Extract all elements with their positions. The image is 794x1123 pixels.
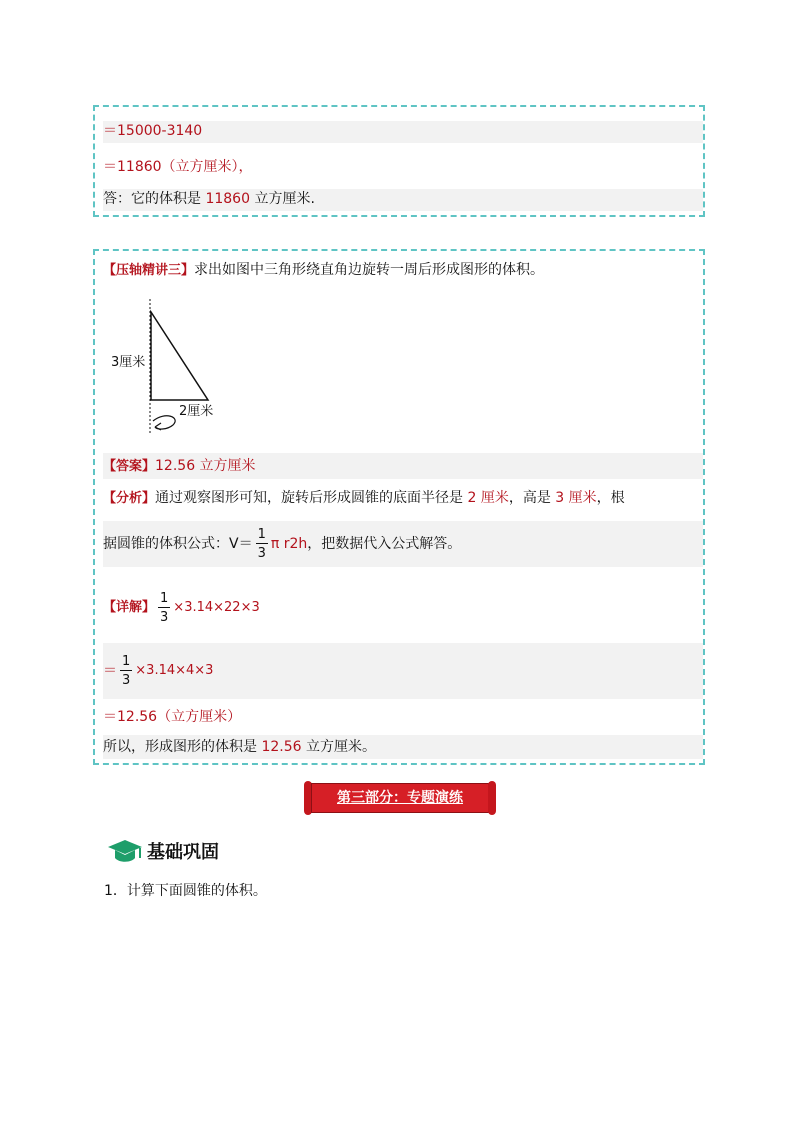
analysis-line-2 (103, 521, 703, 567)
conclusion-line (103, 735, 703, 759)
detail-line-1 (103, 585, 703, 631)
fraction-numerator: 1 (160, 591, 169, 606)
solution-box-1 (93, 105, 705, 217)
detail-equals: ＝ (103, 663, 117, 679)
height-label: 3厘米 (111, 355, 146, 370)
answer-value: 12.56 立方厘米 (155, 458, 256, 474)
solution-box-2 (93, 249, 705, 765)
answer-line (103, 189, 703, 211)
analysis-radius: 2 厘米 (467, 490, 509, 506)
answer-row (103, 453, 703, 479)
question-line (103, 260, 703, 281)
solution-line-2-unit: （立方厘米）， (161, 159, 253, 175)
fraction-denominator: 3 (160, 610, 169, 625)
analysis-text-3: ，根 (596, 490, 625, 506)
conclusion-suffix: 立方厘米。 (301, 739, 376, 755)
fraction-one-third (158, 592, 170, 624)
solution-line-2 (103, 157, 703, 179)
question-text: 求出如图中三角形绕直角边旋转一周后形成图形的体积。 (194, 262, 545, 278)
answer-tag: 【答案】 (103, 459, 156, 474)
solution-line-2-num: ＝11860 (103, 159, 162, 175)
base-label: 2厘米 (179, 404, 214, 419)
section-banner (302, 781, 498, 815)
fraction-denominator: 3 (257, 546, 266, 561)
analysis-text-1: 通过观察图形可知，旋转后形成圆锥的底面半径是 (155, 490, 468, 506)
analysis-formula-suffix: ，把数据代入公式解答。 (307, 536, 462, 552)
analysis-formula-prefix: 据圆锥的体积公式：V＝ (103, 536, 253, 552)
answer-suffix: 立方厘米. (250, 191, 315, 207)
analysis-height: 3 厘米 (555, 490, 597, 506)
solution-line-1: ＝15000-3140 (103, 121, 703, 143)
graduation-cap-icon (107, 838, 143, 864)
scroll-cap-right (488, 781, 496, 815)
triangle-figure (109, 299, 219, 439)
fraction-one-third (256, 528, 268, 560)
banner-text: 第三部分：专题演练 (312, 784, 488, 812)
scroll-cap-left (304, 781, 312, 815)
answer-prefix: 答：它的体积是 (103, 191, 206, 207)
conclusion-prefix: 所以，形成图形的体积是 (103, 739, 262, 755)
analysis-formula: π r2h (270, 536, 308, 552)
fraction-one-third (120, 655, 132, 687)
fraction-denominator: 3 (122, 673, 131, 688)
analysis-tag: 【分析】 (103, 491, 156, 506)
analysis-text-2: ，高是 (508, 490, 556, 506)
detail-line-2 (103, 643, 703, 699)
right-triangle (151, 312, 208, 400)
fraction-numerator: 1 (257, 527, 266, 542)
fraction-numerator: 1 (122, 654, 131, 669)
detail-expression-2: ×3.14×4×3 (135, 663, 214, 678)
section-title: 基础巩固 (147, 842, 219, 863)
question-1: 1．计算下面圆锥的体积。 (104, 883, 267, 899)
answer-num: 11860 (205, 191, 250, 207)
analysis-line-1 (103, 488, 703, 509)
detail-tag: 【详解】 (103, 600, 156, 615)
detail-expression-1: ×3.14×22×3 (173, 600, 260, 615)
detail-result: ＝12.56（立方厘米） (103, 709, 242, 725)
detail-line-3 (103, 707, 703, 729)
conclusion-num: 12.56 (261, 739, 302, 755)
question-tag: 【压轴精讲三】 (103, 263, 195, 278)
